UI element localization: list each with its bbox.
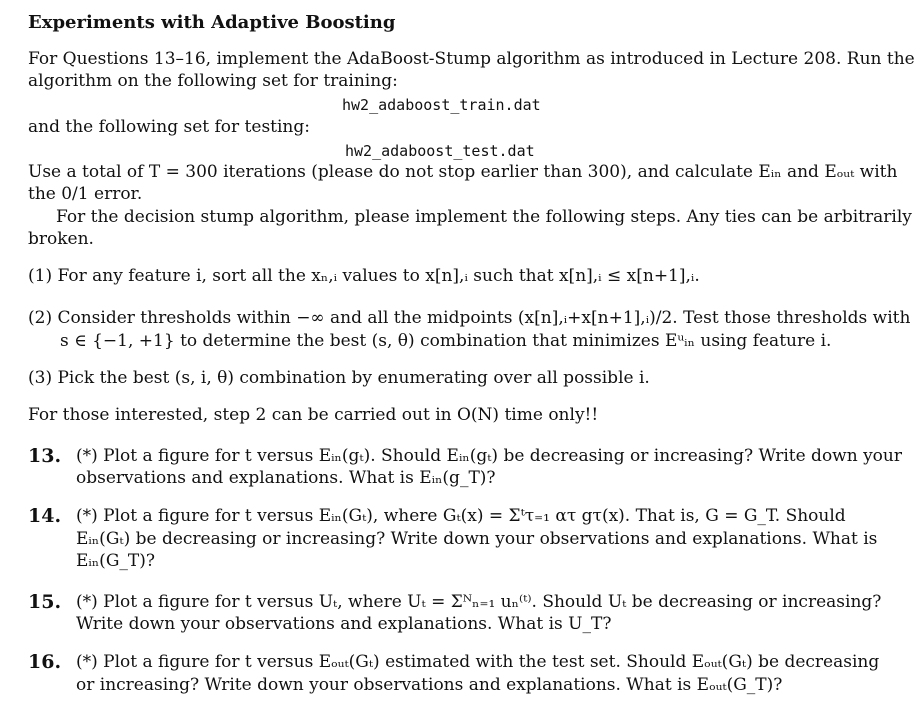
question-13-number: 13. [28,445,62,467]
question-14-line-1: (*) Plot a figure for t versus Eᵢₙ(Gₜ), where Gₜ(x) = Σᵗτ₌₁ ατ gτ(x). That is, G = G_T. Should [76,506,846,526]
question-14-line-2: Eᵢₙ(Gₜ) be decreasing or increasing? Write down your observations and explanations. What is [76,529,878,549]
question-14-line-3: Eᵢₙ(G_T)? [76,551,155,571]
question-15-number: 15. [28,591,62,613]
intro-line-1: For Questions 13–16, implement the AdaBoost-Stump algorithm as introduced in Lecture 208. Run the [28,49,915,69]
intro-line-4: Use a total of T = 300 iterations (please do not stop earlier than 300), and calculate Eᵢₙ and Eₒᵤₜ with [28,162,898,182]
test-filename: hw2_adaboost_test.dat [345,142,535,160]
intro-line-5: the 0/1 error. [28,184,143,204]
intro-line-6: For the decision stump algorithm, please implement the following steps. Any ties can be arbitrarily [56,207,912,227]
question-13-line-2: observations and explanations. What is Eᵢₙ(g_T)? [76,468,496,488]
step-2-line-2: s ∈ {−1, +1} to determine the best (s, θ) combination that minimizes Eᵘᵢₙ using feature i. [60,331,832,351]
page-title: Experiments with Adaptive Boosting [28,12,396,33]
question-16-number: 16. [28,651,62,673]
question-14-number: 14. [28,505,62,527]
train-filename: hw2_adaboost_train.dat [342,96,541,114]
step-1: (1) For any feature i, sort all the xₙ,ᵢ values to x[n],ᵢ such that x[n],ᵢ ≤ x[n+1],ᵢ. [28,266,700,286]
question-15-line-1: (*) Plot a figure for t versus Uₜ, where Uₜ = Σᴺₙ₌₁ uₙ⁽ᵗ⁾. Should Uₜ be decreasing or increasing? [76,592,882,612]
question-15-line-2: Write down your observations and explanations. What is U_T? [76,614,612,634]
step-3: (3) Pick the best (s, i, θ) combination by enumerating over all possible i. [28,368,650,388]
question-16-line-1: (*) Plot a figure for t versus Eₒᵤₜ(Gₜ) estimated with the test set. Should Eₒᵤₜ(Gₜ) be decreasing [76,652,880,672]
intro-line-2: algorithm on the following set for training: [28,71,398,91]
intro-line-3: and the following set for testing: [28,117,310,137]
step-2-line-1: (2) Consider thresholds within −∞ and all the midpoints (x[n],ᵢ+x[n+1],ᵢ)/2. Test those thresholds with [28,308,911,328]
complexity-note: For those interested, step 2 can be carried out in O(N) time only!! [28,405,599,425]
question-16-line-2: or increasing? Write down your observations and explanations. What is Eₒᵤₜ(G_T)? [76,675,783,695]
intro-line-7: broken. [28,229,94,249]
question-13-line-1: (*) Plot a figure for t versus Eᵢₙ(gₜ). Should Eᵢₙ(gₜ) be decreasing or increasing? Write down your [76,446,902,466]
